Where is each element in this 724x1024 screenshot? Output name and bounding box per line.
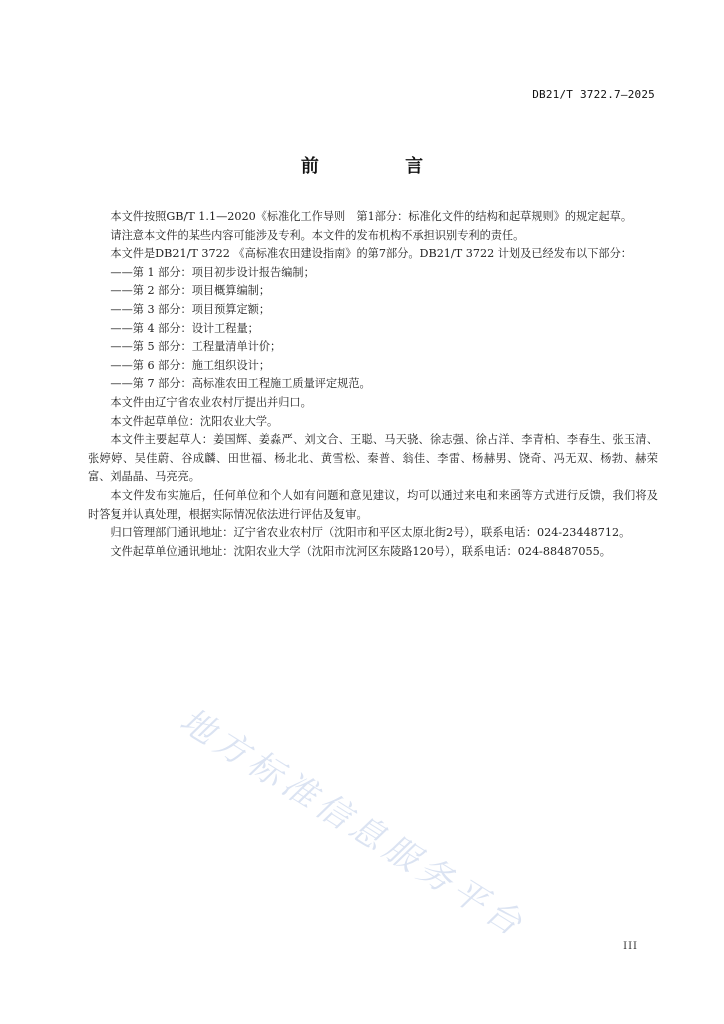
paragraph-drafting-unit: 本文件起草单位：沈阳农业大学。 xyxy=(110,414,279,428)
list-item: ——第 6 部分：施工组织设计； xyxy=(110,358,271,372)
list-item: ——第 5 部分：工程量清单计价； xyxy=(110,340,282,354)
list-item: ——第 3 部分：项目预算定额； xyxy=(110,302,271,316)
foreword-body xyxy=(88,208,658,561)
watermark: 地方标准信息服务平台 xyxy=(172,700,533,947)
list-item: ——第 4 部分：设计工程量； xyxy=(110,321,259,335)
paragraph-feedback: 本文件发布实施后，任何单位和个人如有问题和意见建议，均可以通过来电和来函等方式进行反馈，我们将及时答复并认真处理，根据实际情况依法进行评估及复审。 xyxy=(88,488,658,521)
page-number: III xyxy=(623,941,638,952)
paragraph-drafting-rules: 本文件按照GB/T 1.1—2020《标准化工作导则 第1部分：标准化文件的结构和起草规则》的规定起草。 xyxy=(110,210,633,223)
standard-code: DB21/T 3722.7—2025 xyxy=(532,88,655,101)
list-item: ——第 7 部分：高标准农田工程施工质量评定规范。 xyxy=(110,377,371,391)
page-title: 前 言 xyxy=(300,156,464,177)
paragraph-drafter-address: 文件起草单位通讯地址：沈阳农业大学（沈阳市沈河区东陵路120号），联系电话：024-88487055。 xyxy=(110,544,611,558)
paragraph-series-intro: 本文件是DB21/T 3722 《高标准农田建设指南》的第7部分。DB21/T 3722 计划及已经发布以下部分： xyxy=(110,247,632,261)
list-item: ——第 2 部分：项目概算编制； xyxy=(110,284,271,298)
paragraph-drafters: 本文件主要起草人：姜国辉、姜淼严、刘文合、王聪、马天骁、徐志强、徐占洋、李青柏、李春生、张玉清、张婷婷、吴佳蔚、谷成麟、田世福、杨北北、黄雪松、秦普、翁佳、李雷、杨赫男、饶奇、冯无双、杨勃、赫荣富、刘晶晶、马亮亮。 xyxy=(88,433,658,484)
list-item: ——第 1 部分：项目初步设计报告编制； xyxy=(110,265,315,279)
paragraph-patent-notice: 请注意本文件的某些内容可能涉及专利。本文件的发布机构不承担识别专利的责任。 xyxy=(110,228,525,242)
paragraph-proposer: 本文件由辽宁省农业农村厅提出并归口。 xyxy=(110,395,312,409)
paragraph-admin-address: 归口管理部门通讯地址：辽宁省农业农村厅（沈阳市和平区太原北街2号），联系电话：024-23448712。 xyxy=(110,526,631,540)
